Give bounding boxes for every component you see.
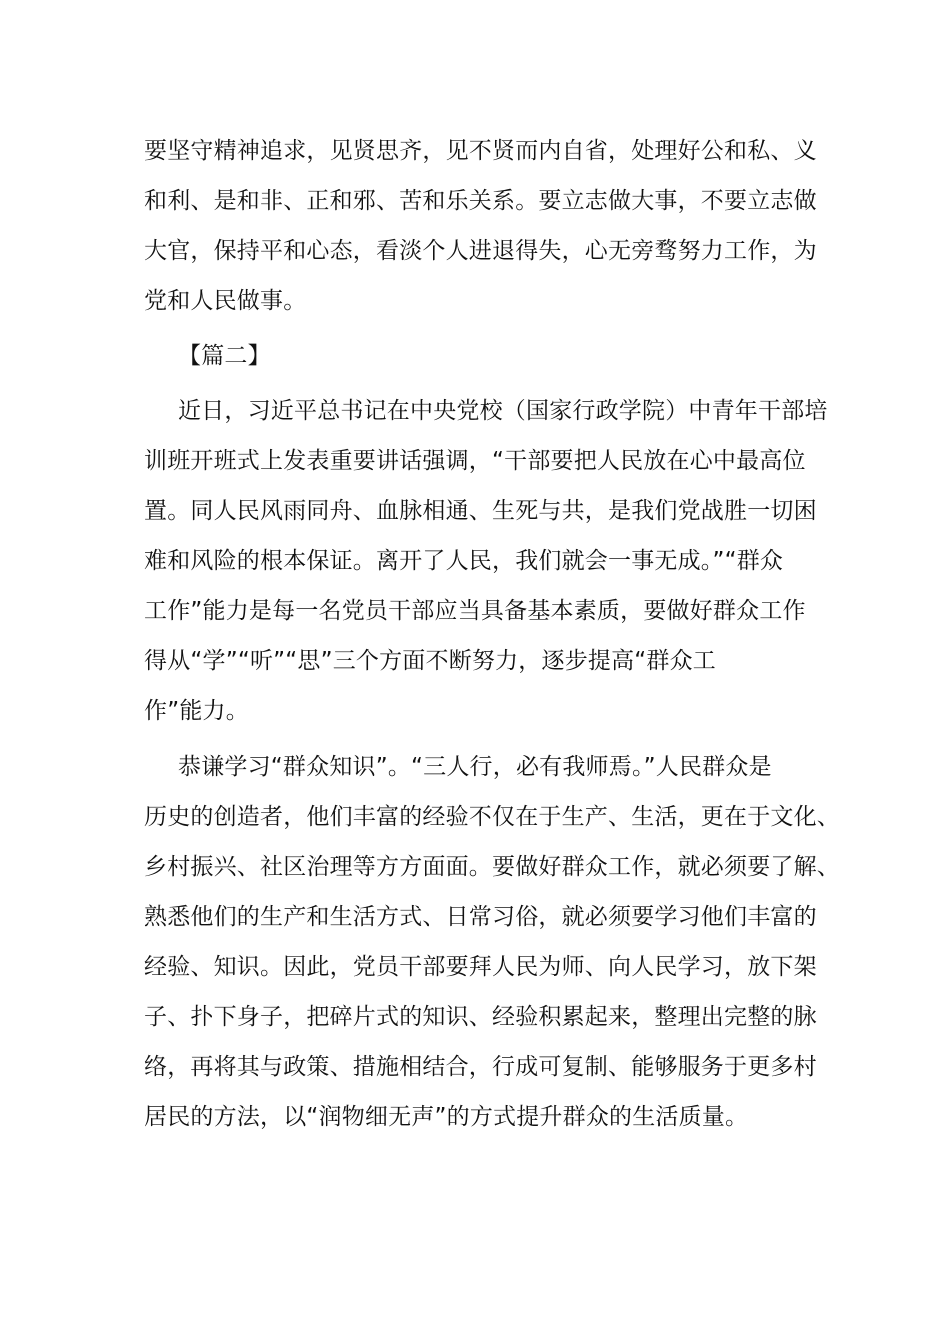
text-line: 得从“学”“听”“思”三个方面不断努力，逐步提高“群众工 <box>144 648 717 674</box>
text-line: 作”能力。 <box>144 698 249 724</box>
text-line: 历史的创造者，他们丰富的经验不仅在于生产、生活，更在于文化、 <box>144 804 840 830</box>
text-line: 和利、是和非、正和邪、苦和乐关系。要立志做大事，不要立志做 <box>144 188 817 214</box>
section-heading: 【篇二】 <box>178 343 271 369</box>
text-line: 大官，保持平和心态，看淡个人进退得失，心无旁骛努力工作，为 <box>144 238 817 264</box>
text-line: 熟悉他们的生产和生活方式、日常习俗，就必须要学习他们丰富的 <box>144 904 817 930</box>
text-line: 难和风险的根本保证。离开了人民，我们就会一事无成。”“群众 <box>144 548 784 574</box>
paragraph-first-line: 近日，习近平总书记在中央党校（国家行政学院）中青年干部培 <box>178 398 828 424</box>
text-line: 置。同人民风雨同舟、血脉相通、生死与共，是我们党战胜一切困 <box>144 498 817 524</box>
text-line: 居民的方法，以“润物细无声”的方式提升群众的生活质量。 <box>144 1104 749 1130</box>
text-line: 党和人民做事。 <box>144 288 307 314</box>
paragraph-first-line: 恭谦学习“群众知识”。“三人行，必有我师焉。”人民群众是 <box>178 754 772 780</box>
text-line: 要坚守精神追求，见贤思齐，见不贤而内自省，处理好公和私、义 <box>144 138 817 164</box>
text-line: 经验、知识。因此，党员干部要拜人民为师、向人民学习，放下架 <box>144 954 817 980</box>
text-line: 络，再将其与政策、措施相结合，行成可复制、能够服务于更多村 <box>144 1054 817 1080</box>
text-line: 乡村振兴、社区治理等方方面面。要做好群众工作，就必须要了解、 <box>144 854 840 880</box>
text-line: 子、扑下身子，把碎片式的知识、经验积累起来，整理出完整的脉 <box>144 1004 817 1030</box>
text-line: 工作”能力是每一名党员干部应当具备基本素质，要做好群众工作 <box>144 598 806 624</box>
text-line: 训班开班式上发表重要讲话强调，“干部要把人民放在心中最高位 <box>144 448 806 474</box>
